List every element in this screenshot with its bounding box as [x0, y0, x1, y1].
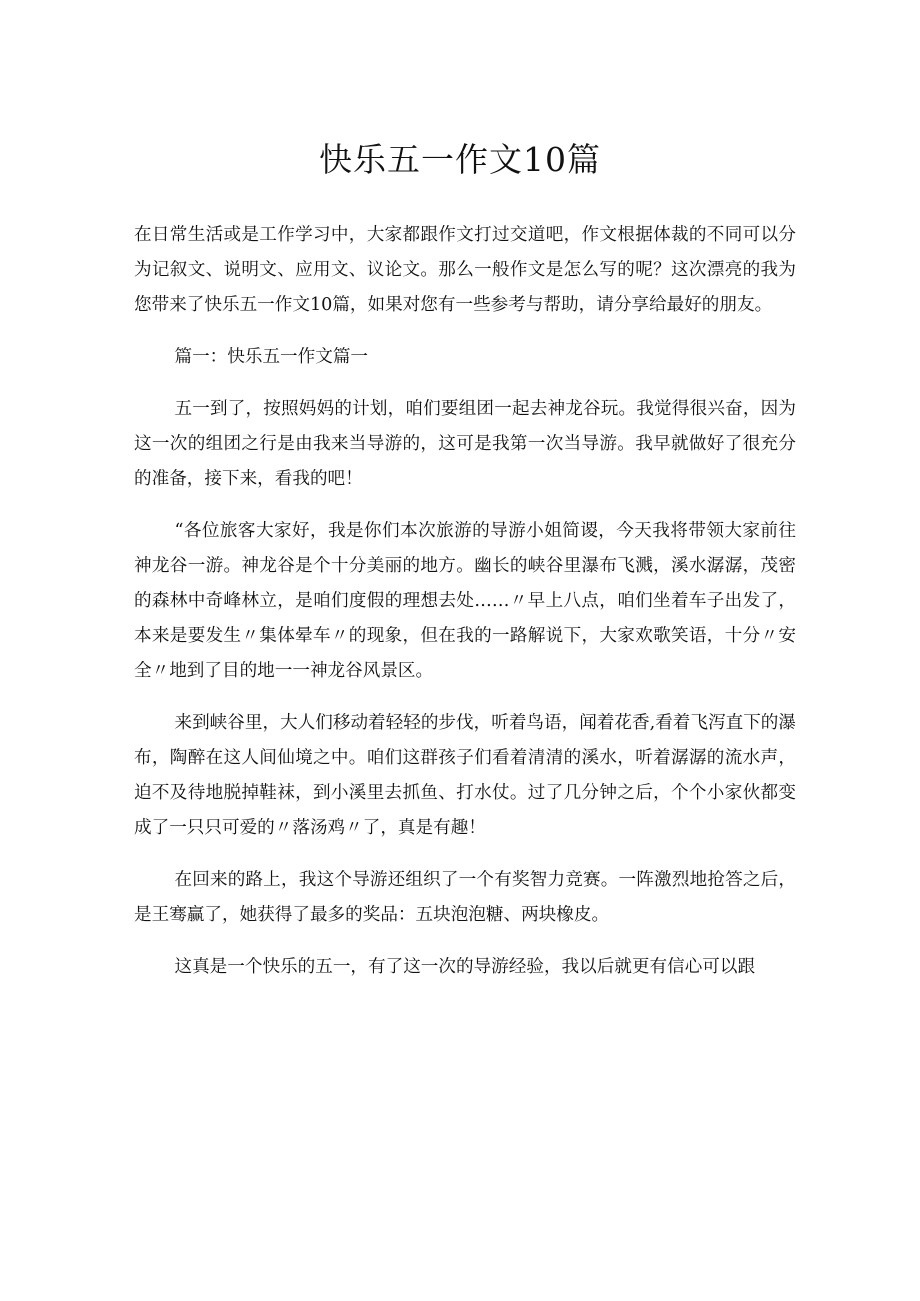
document-body: [134, 218, 796, 1002]
body-paragraph: 来到峡谷里，大人们移动着轻轻的步伐，听着鸟语，闻着花香,看着飞泻直下的瀑布，陶醉在这人间仙境之中。咱们这群孩子们看着清清的溪水，听着潺潺的流水声，迫不及待地脱掉鞋袜，到小溪里去抓鱼、打水仗。过了几分钟之后，个个小家伙都变成了一只只可爱的〃落汤鸡〃了，真是有趣！: [134, 713, 796, 838]
intro-paragraph: 在日常生活或是工作学习中，大家都跟作文打过交道吧，作文根据体裁的不同可以分为记叙文、说明文、应用文、议论文。那么一般作文是怎么写的呢？这次漂亮的我为您带来了快乐五一作文10篇，如果对您有一些参考与帮助，请分享给最好的朋友。: [134, 225, 796, 315]
body-paragraph: 这真是一个快乐的五一，有了这一次的导游经验，我以后就更有信心可以跟: [174, 957, 756, 977]
document-title: 快乐五一作文10篇: [319, 140, 601, 179]
section-heading: 篇一：快乐五一作文篇一: [174, 347, 369, 367]
body-paragraph: 在回来的路上，我这个导游还组织了一个有奖智力竞赛。一阵激烈地抢答之后，是王骞赢了，她获得了最多的奖品：五块泡泡糖、两块橡皮。: [134, 870, 796, 925]
body-paragraph: “各位旅客大家好，我是你们本次旅游的导游小姐简谡，今天我将带领大家前往神龙谷一游。神龙谷是个十分美丽的地方。幽长的峡谷里瀑布飞溅，溪水潺潺，茂密的森林中奇峰林立，是咱们度假的理想去处……〃早上八点，咱们坐着车子出发了，本来是要发生〃集体晕车〃的现象，但在我的一路解说下，大家欢歌笑语，十分〃安全〃地到了目的地一一神龙谷风景区。: [134, 521, 796, 681]
body-paragraph: 五一到了，按照妈妈的计划，咱们要组团一起去神龙谷玩。我觉得很兴奋，因为这一次的组团之行是由我来当导游的，这可是我第一次当导游。我早就做好了很充分的准备，接下来，看我的吧！: [134, 399, 796, 489]
